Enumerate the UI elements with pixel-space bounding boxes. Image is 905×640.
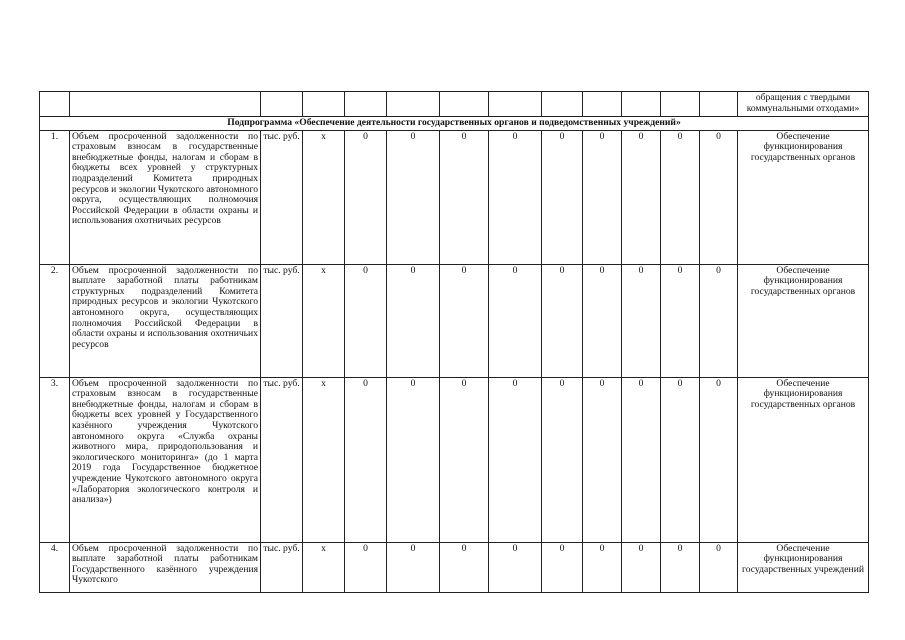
- table-row-subprogram: [40, 117, 869, 131]
- cell-number: 3.: [40, 377, 70, 542]
- cell-unit: тыс. руб.: [261, 130, 303, 264]
- cell-value: 0: [622, 542, 661, 592]
- cell-value: 0: [542, 130, 583, 264]
- cell-unit: тыс. руб.: [261, 264, 303, 377]
- cell-value: 0: [440, 264, 489, 377]
- cell-value: 0: [489, 377, 542, 542]
- cell-unit: тыс. руб.: [261, 377, 303, 542]
- cell-value: 0: [583, 542, 622, 592]
- cell-value: 0: [542, 377, 583, 542]
- cell-empty: [387, 92, 440, 117]
- cell-value: 0: [622, 130, 661, 264]
- cell-unit: тыс. руб.: [261, 542, 303, 592]
- table-row-header-continuation: [40, 92, 869, 117]
- cell-indicator-name: Объем просроченной задолженности по страховым взносам в государственные внебюджетные фонды, налогам и сборам в бюджеты всех уровней у структурных подразделений Комитета природных ресурсов и экологии Чукотского автономного округа, осуществляющих полномочия Российской Федерации в области охраны и использования охотничьих ресурсов: [70, 130, 261, 264]
- cell-goal: Обеспечение функционирования государственных органов: [738, 130, 869, 264]
- cell-empty: [40, 92, 70, 117]
- cell-value: 0: [661, 264, 700, 377]
- cell-value: 0: [661, 377, 700, 542]
- table-row: [40, 130, 869, 264]
- cell-indicator-name: Объем просроченной задолженности по выплате заработной платы работникам структурных подразделений Комитета природных ресурсов и экологии Чукотского автономного округа, осуществляющих полномочия Российской Федерации в области охраны и использования охотничьих ресурсов: [70, 264, 261, 377]
- cell-value: 0: [700, 542, 738, 592]
- cell-value: 0: [440, 542, 489, 592]
- cell-base-value: х: [303, 377, 345, 542]
- cell-value: 0: [345, 542, 387, 592]
- cell-empty: [583, 92, 622, 117]
- cell-value: 0: [489, 130, 542, 264]
- cell-indicator-name: Объем просроченной задолженности по выплате заработной платы работникам Государственного казённого учреждения Чукотского: [70, 542, 261, 592]
- cell-value: 0: [387, 377, 440, 542]
- cell-value: 0: [700, 264, 738, 377]
- cell-empty: [542, 92, 583, 117]
- cell-value: 0: [440, 130, 489, 264]
- cell-value: 0: [661, 542, 700, 592]
- cell-base-value: х: [303, 130, 345, 264]
- cell-value: 0: [622, 264, 661, 377]
- cell-value: 0: [489, 264, 542, 377]
- cell-empty: [489, 92, 542, 117]
- cell-empty: [261, 92, 303, 117]
- subprogram-title: Подпрограмма «Обеспечение деятельности государственных органов и подведомственных учреждений»: [40, 117, 869, 131]
- cell-goal: Обеспечение функционирования государственных органов: [738, 377, 869, 542]
- cell-number: 2.: [40, 264, 70, 377]
- cell-value: 0: [345, 377, 387, 542]
- cell-number: 1.: [40, 130, 70, 264]
- cell-goal: Обеспечение функционирования государственных органов: [738, 264, 869, 377]
- cell-empty: [440, 92, 489, 117]
- cell-value: 0: [583, 130, 622, 264]
- indicators-table: [39, 91, 869, 593]
- cell-indicator-name: Объем просроченной задолженности по страховым взносам в государственные внебюджетные фонды, налогам и сборам в бюджеты всех уровней у Государственного казённого учреждения Чукотского автономного округа «Служба охраны животного мира, природопользования и экологического мониторинга» (до 1 марта 2019 года Государственное бюджетное учреждение Чукотского автономного округа «Лаборатория экологического контроля и анализа»): [70, 377, 261, 542]
- cell-value: 0: [387, 130, 440, 264]
- cell-value: 0: [622, 377, 661, 542]
- cell-value: 0: [542, 264, 583, 377]
- cell-value: 0: [489, 542, 542, 592]
- cell-value: 0: [542, 542, 583, 592]
- cell-empty: [345, 92, 387, 117]
- cell-empty: [70, 92, 261, 117]
- cell-empty: [303, 92, 345, 117]
- cell-value: 0: [583, 377, 622, 542]
- cell-value: 0: [583, 264, 622, 377]
- cell-value: 0: [345, 264, 387, 377]
- cell-value: 0: [440, 377, 489, 542]
- cell-empty: [622, 92, 661, 117]
- cell-value: 0: [661, 130, 700, 264]
- table-row: [40, 264, 869, 377]
- cell-number: 4.: [40, 542, 70, 592]
- cell-value: 0: [387, 264, 440, 377]
- cell-base-value: х: [303, 542, 345, 592]
- cell-value: 0: [700, 130, 738, 264]
- cell-base-value: х: [303, 264, 345, 377]
- cell-goal: Обеспечение функционирования государственных учреждений: [738, 542, 869, 592]
- cell-value: 0: [345, 130, 387, 264]
- table-row: [40, 542, 869, 592]
- cell-goal-continuation: обращения с твердыми коммунальными отходами»: [738, 92, 869, 117]
- cell-value: 0: [387, 542, 440, 592]
- table-row: [40, 377, 869, 542]
- cell-value: 0: [700, 377, 738, 542]
- cell-empty: [661, 92, 700, 117]
- cell-empty: [700, 92, 738, 117]
